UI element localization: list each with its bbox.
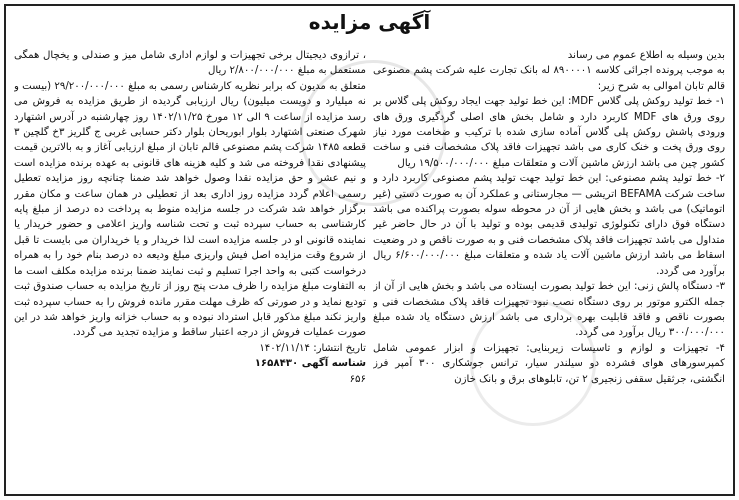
paragraph: ۱- خط تولید روکش پلی گلاس MDF: این خط تولید جهت ایجاد روکش پلی گلاس بر روی ورق های MDF کاربرد دارد و شامل بخش های اصلی گردگیری ورق های ورودی پاشش روکش پلی گلاس آماده سازی شده با ترکیب و ضخامت مورد نیاز روی ورق پخت و خنک کاری می باشد تجهیزات فاقد پلاک مشخصات فنی و ساخت کشور چین می باشد ارزش ماشین آلات و متعلقات مبلغ ۱۹/۵۰۰/۰۰۰/۰۰۰ ریال [373, 96, 725, 169]
paragraph: ۴- تجهیزات و لوازم و تاسیسات زیربنایی: تجهیزات و ابزار عمومی شامل کمپرسورهای هوای فشرده دو سیلندر سیار، ترانس جوشکاری ۳۰۰ آمپر فرز انگشتی، جرثقیل سقفی زنجیری ۲ تن، تابلوهای برق و بانک خازن [373, 342, 725, 385]
paragraph: ۲- خط تولید پشم مصنوعی: این خط تولید جهت تولید پشم مصنوعی کاربرد دارد و ساخت شرکت BEFAMA اتریشی — مجارستانی و عملکرد آن به صورت دستی (غیر اتوماتیک) می باشد و بخش هایی از آن در محوطه سوله بصورت پراکنده می باشد دستگاه فوق دارای تکنولوژی تولیدی قدیمی بوده و تولید با آن در حال حاضر غیر متداول می باشد تجهیزات فاقد پلاک مشخصات فنی و به صورت ناقص و در وضعیت اسقاط می باشد ارزش ماشین آلات یاد شده و متعلقات مبلغ ۶/۶۰۰/۰۰۰/۰۰۰ ریال برآورد می گردد. [373, 173, 725, 277]
paragraph: بدین وسیله به اطلاع عموم می رساند [567, 50, 725, 61]
paragraph: ، ترازوی دیجیتال برخی تجهیزات و لوازم اداری شامل میز و صندلی و یخچال همگی مستعمل به مبلغ ۲/۸۰۰/۰۰۰/۰۰۰ ریال [14, 50, 366, 77]
left-column [14, 48, 366, 387]
right-column [373, 48, 725, 387]
notice-title: آگهی مزایده [308, 10, 431, 34]
paragraph: ۳- دستگاه پالش زنی: این خط تولید بصورت ایستاده می باشد و بخش هایی از آن از جمله الکترو موتور بر روی دستگاه نصب نبود تجهیزات فاقد پلاک مشخصات فنی و بصورت ناقص و فاقد قابلیت بهره برداری می باشد ارزش دستگاه یاد شده مبلغ ۳۰۰/۰۰۰/۰۰۰ ریال برآورد می گردد. [373, 281, 725, 339]
paragraph: متعلق به مدیون که برابر نظریه کارشناس رسمی به مبلغ ۲۹/۲۰۰/۰۰۰/۰۰۰ (بیست و نه میلیارد و دویست میلیون) ریال ارزیابی گردیده از طریق مزایده به فروش می رسد مزایده از ساعت ۹ الی ۱۲ مورخ ۱۴۰۲/۱۱/۲۵ روز چهارشنبه در آدرس اشتهارد شهرک صنعتی اشتهارد بلوار ابوریحان بلوار دکتر حسابی غربی ج گلریز ۳خ گلچین ۳ قطعه ۱۴۸۵ شرکت پشم مصنوعی قالم تابان از مبلغ ارزیابی آغاز و به بالاترین قیمت پیشنهادی نقدا فروخته می شد و کلیه هزینه های قانونی به عهده برنده مزایده است و نیم عشر و حق مزایده نقدا وصول خواهد شد ضمنا چنانچه روز مزایده تعطیل رسمی اعلام گردد مزایده روز اداری بعد از تعطیلی در همان ساعت و مکان مقرر برگزار خواهد شد شرکت در جلسه مزایده منوط به پرداخت ده درصد از مبلغ پایه کارشناسی به حساب سپرده ثبت و تحت شناسه واریز اعلامی و حضور خریدار یا نماینده قانونی او در جلسه مزایده است لذا خریدار و یا خریداران می بایست تا قبل از شروع وقت مزایده اصل فیش واریزی مبلغ ودیعه ده درصد بنام خود را به همراه درخواست کتبی به واحد اجرا تسلیم و ثبت نمایند ضمنا برنده مزایده مکلف است ما به التفاوت مبلغ مزایده را ظرف مدت پنج روز از تاریخ مزایده به حساب صندوق ثبت تودیع نماید و در صورتی که ظرف مهلت مقرر مانده فروش را به حساب سپرده ثبت واریز نکند مبلغ مذکور قابل استرداد نبوده و به حساب خزانه واریز خواهد شد در این صورت عملیات فروش از درجه اعتبار ساقط و مزایده تجدید می گردد. [14, 80, 366, 339]
notice-code: ۶۵۶ [349, 373, 366, 385]
publish-date: تاریخ انتشار: ۱۴۰۲/۱۱/۱۴ [259, 342, 366, 354]
notice-id: شناسه آگهی ۱۶۵۸۴۳۰ [254, 358, 366, 370]
paragraph: به موجب پرونده اجرائی کلاسه ۸۹۰۰۰۰۱ له بانک تجارت علیه شرکت پشم مصنوعی قالم تابان اموالی به شرح زیر: [373, 65, 725, 92]
